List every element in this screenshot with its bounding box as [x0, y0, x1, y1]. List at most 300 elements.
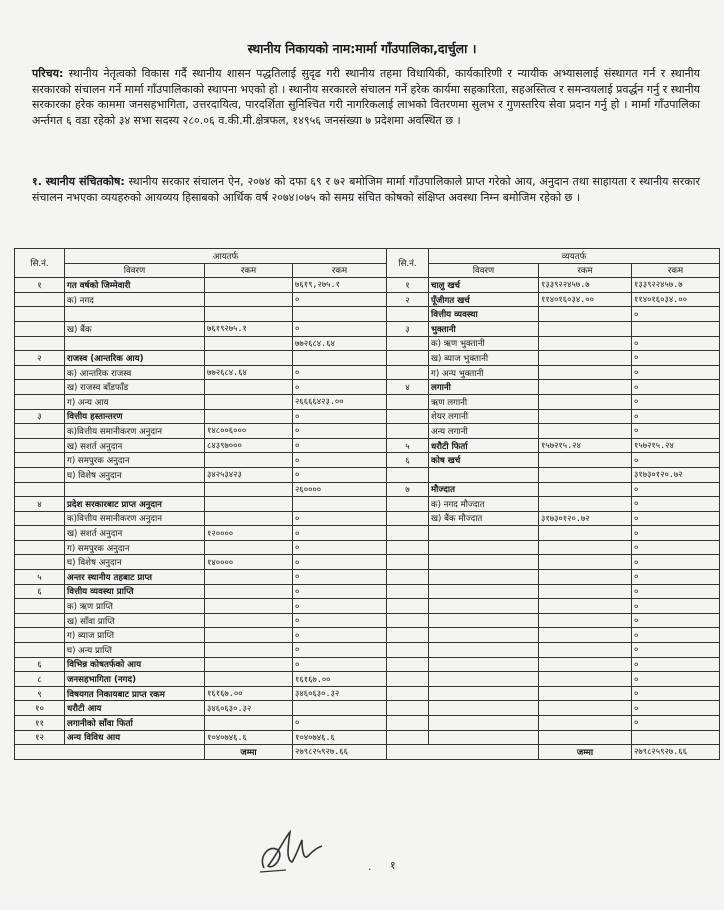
row-sn: ५ [15, 570, 65, 585]
row-desc: गत वर्षको जिम्मेवारी [65, 278, 205, 293]
row-desc: ख) राजस्व बाँडफाँड [65, 380, 205, 395]
row-income-amount-2: ० [293, 511, 387, 526]
row-income-amount-1: १४८००६००० [205, 424, 293, 439]
table-row [15, 686, 720, 701]
row-exp-sn: ६ [387, 453, 429, 468]
row-sn: ८ [15, 672, 65, 687]
row-desc [65, 307, 205, 322]
row-sn [15, 453, 65, 468]
row-income-amount-2 [293, 497, 387, 512]
header-expense: व्ययतर्फ [429, 249, 720, 264]
row-exp-amount-2: ० [632, 716, 720, 731]
section1-number: १. [32, 175, 42, 188]
row-exp-amount-2: ० [632, 409, 720, 424]
row-exp-amount-1: ३१७३०१२०.७२ [539, 511, 632, 526]
row-exp-desc [429, 672, 539, 687]
page-title: स्थानीय निकायको नाम:मार्मा गाँउपालिका,दार्चुला । [247, 41, 477, 56]
row-income-amount-2: ० [293, 628, 387, 643]
row-desc: क) ऋण प्राप्ति [65, 599, 205, 614]
table-row [15, 511, 720, 526]
row-sn: ११ [15, 716, 65, 731]
row-exp-amount-2: ० [632, 394, 720, 409]
row-exp-amount-2: ० [632, 365, 720, 380]
row-exp-sn [387, 497, 429, 512]
row-exp-sn [387, 599, 429, 614]
row-exp-amount-2 [632, 321, 720, 336]
table-header-row-1 [15, 249, 720, 264]
row-exp-sn: २ [387, 292, 429, 307]
row-income-amount-2: ७७२६८४.६४ [293, 336, 387, 351]
table-row [15, 497, 720, 512]
row-exp-sn: ५ [387, 438, 429, 453]
row-exp-amount-1 [539, 570, 632, 585]
row-income-amount-2: २६०००० [293, 482, 387, 497]
row-exp-desc: ख) ब्याज भुक्तानी [429, 351, 539, 366]
row-exp-amount-2: ० [632, 380, 720, 395]
row-income-amount-2: ० [293, 321, 387, 336]
table-row [15, 657, 720, 672]
row-sn [15, 482, 65, 497]
row-exp-amount-2: ० [632, 453, 720, 468]
row-exp-desc [429, 584, 539, 599]
row-sn: २ [15, 351, 65, 366]
row-desc: जनसहभागिता (नगद) [65, 672, 205, 687]
row-exp-desc: ऋण लगानी [429, 394, 539, 409]
row-desc: ख) सशर्त अनुदान [65, 438, 205, 453]
row-income-amount-1 [205, 643, 293, 658]
row-exp-amount-2: ० [632, 570, 720, 585]
row-desc: राजस्व (आन्तरिक आय) [65, 351, 205, 366]
row-income-amount-1: ७६१९२७५.१ [205, 321, 293, 336]
row-exp-desc: शेयर लगानी [429, 409, 539, 424]
row-exp-amount-2: ० [632, 628, 720, 643]
row-income-amount-1 [205, 657, 293, 672]
header-amount: रकम [205, 263, 293, 278]
header-desc: विवरण [65, 263, 205, 278]
row-exp-amount-1 [539, 424, 632, 439]
row-exp-desc: धरौटी फिर्ता [429, 438, 539, 453]
row-income-amount-1 [205, 351, 293, 366]
total-expense-label: जम्मा [539, 745, 632, 760]
table-row [15, 613, 720, 628]
row-exp-amount-1 [539, 394, 632, 409]
row-sn [15, 643, 65, 658]
row-desc: प्रदेश सरकारबाट प्राप्त अनुदान [65, 497, 205, 512]
row-exp-desc [429, 467, 539, 482]
row-income-amount-1: ३४२५३४२३ [205, 467, 293, 482]
row-exp-amount-2: ० [632, 511, 720, 526]
row-exp-sn: ७ [387, 482, 429, 497]
row-exp-desc [429, 701, 539, 716]
row-exp-sn [387, 409, 429, 424]
table-row [15, 540, 720, 555]
row-desc [65, 336, 205, 351]
row-exp-sn [387, 701, 429, 716]
row-sn [15, 628, 65, 643]
row-income-amount-1: १४०००० [205, 555, 293, 570]
row-income-amount-1 [205, 497, 293, 512]
row-exp-amount-1 [539, 599, 632, 614]
row-exp-amount-2: ० [632, 643, 720, 658]
row-exp-desc: पूँजीगत खर्च [429, 292, 539, 307]
row-sn: ६ [15, 657, 65, 672]
header-exp-amount: रकम [632, 263, 720, 278]
total-row [15, 745, 720, 760]
row-income-amount-1 [205, 613, 293, 628]
table-row [15, 672, 720, 687]
table-row [15, 278, 720, 293]
row-exp-amount-2: ० [632, 599, 720, 614]
row-exp-sn [387, 730, 429, 745]
row-exp-amount-1 [539, 526, 632, 541]
total-blank [15, 745, 205, 760]
row-exp-sn [387, 657, 429, 672]
row-income-amount-1 [205, 380, 293, 395]
row-exp-desc [429, 599, 539, 614]
row-sn [15, 526, 65, 541]
page-number: १ [390, 859, 396, 872]
row-sn [15, 380, 65, 395]
row-income-amount-2: ० [293, 643, 387, 658]
section1-label: स्थानीय संचितकोष: [45, 175, 125, 188]
section1-paragraph [32, 174, 700, 205]
row-exp-amount-1 [539, 643, 632, 658]
intro-label: परिचय: [32, 67, 64, 80]
row-income-amount-1 [205, 292, 293, 307]
row-desc: ख) साँवा प्राप्ति [65, 613, 205, 628]
row-exp-sn [387, 686, 429, 701]
row-exp-sn [387, 467, 429, 482]
row-exp-sn [387, 336, 429, 351]
row-income-amount-2: ० [293, 570, 387, 585]
row-income-amount-2: ० [293, 365, 387, 380]
row-exp-amount-1 [539, 453, 632, 468]
row-exp-amount-1 [539, 730, 632, 745]
row-exp-sn: ४ [387, 380, 429, 395]
table-row [15, 351, 720, 366]
row-exp-desc [429, 555, 539, 570]
row-exp-desc [429, 613, 539, 628]
row-exp-amount-1 [539, 686, 632, 701]
table-row [15, 570, 720, 585]
row-exp-desc: ख) बैंक मौज्दात [429, 511, 539, 526]
row-exp-desc [429, 657, 539, 672]
table-row [15, 555, 720, 570]
row-income-amount-1 [205, 278, 293, 293]
table-row [15, 716, 720, 731]
row-sn [15, 613, 65, 628]
row-desc: ग) समपुरक अनुदान [65, 453, 205, 468]
table-row [15, 701, 720, 716]
row-desc: अन्तर स्थानीय तहबाट प्राप्त [65, 570, 205, 585]
row-exp-desc [429, 716, 539, 731]
table-row [15, 321, 720, 336]
row-exp-amount-2: ० [632, 351, 720, 366]
table-row [15, 394, 720, 409]
row-exp-amount-2: १३३९२२४५७.७ [632, 278, 720, 293]
row-desc: ग) अन्य आय [65, 394, 205, 409]
row-exp-amount-2: ० [632, 686, 720, 701]
row-sn: ४ [15, 497, 65, 512]
row-sn: ३ [15, 409, 65, 424]
row-sn [15, 292, 65, 307]
row-exp-desc: भुक्तानी [429, 321, 539, 336]
row-sn [15, 321, 65, 336]
header-sn: सि.नं. [15, 249, 65, 278]
row-income-amount-1 [205, 672, 293, 687]
row-sn: १ [15, 278, 65, 293]
row-exp-amount-1 [539, 336, 632, 351]
table-row [15, 599, 720, 614]
signature-stroke [262, 832, 322, 868]
table-row [15, 424, 720, 439]
row-desc: घ) विशेष अनुदान [65, 467, 205, 482]
row-desc: ख) सशर्त अनुदान [65, 526, 205, 541]
fund-table [14, 248, 720, 760]
row-income-amount-1 [205, 511, 293, 526]
row-income-amount-1 [205, 453, 293, 468]
row-income-amount-1: १६१६७.०० [205, 686, 293, 701]
total-income: २७९८२५९२७.६६ [293, 745, 387, 760]
row-exp-sn [387, 526, 429, 541]
row-exp-sn [387, 613, 429, 628]
row-exp-amount-2 [632, 730, 720, 745]
table-row [15, 438, 720, 453]
row-desc: वित्तीय हस्तान्तरण [65, 409, 205, 424]
table-row [15, 584, 720, 599]
row-exp-amount-1 [539, 307, 632, 322]
row-desc: क)वित्तीय समानीकरण अनुदान [65, 511, 205, 526]
row-income-amount-1 [205, 570, 293, 585]
row-desc: क) नगद [65, 292, 205, 307]
row-desc: वित्तीय व्यवस्था प्राप्ति [65, 584, 205, 599]
row-desc: घ) अन्य प्राप्ति [65, 643, 205, 658]
row-exp-sn [387, 307, 429, 322]
row-exp-desc [429, 540, 539, 555]
row-exp-sn [387, 511, 429, 526]
total-label: जम्मा [205, 745, 293, 760]
row-income-amount-2: २६६६६४२३.०० [293, 394, 387, 409]
table-row [15, 292, 720, 307]
row-exp-amount-2: ० [632, 307, 720, 322]
row-income-amount-2: १६१६७.०० [293, 672, 387, 687]
table-row [15, 482, 720, 497]
row-exp-sn: ३ [387, 321, 429, 336]
row-exp-desc [429, 526, 539, 541]
row-exp-sn [387, 540, 429, 555]
row-sn: १२ [15, 730, 65, 745]
row-income-amount-2: ० [293, 599, 387, 614]
row-income-amount-2 [293, 307, 387, 322]
row-sn [15, 336, 65, 351]
row-exp-sn [387, 570, 429, 585]
row-desc: ग) ब्याज प्राप्ति [65, 628, 205, 643]
row-exp-amount-2: ० [632, 584, 720, 599]
row-income-amount-2: ० [293, 438, 387, 453]
row-sn [15, 599, 65, 614]
row-income-amount-2: ० [293, 453, 387, 468]
row-exp-desc: क) ऋण भुक्तानी [429, 336, 539, 351]
row-exp-amount-1 [539, 380, 632, 395]
total-blank [387, 745, 539, 760]
row-income-amount-2: ० [293, 657, 387, 672]
row-desc: क)वित्तीय समानीकरण अनुदान [65, 424, 205, 439]
row-exp-amount-2: ० [632, 657, 720, 672]
row-exp-desc [429, 570, 539, 585]
row-income-amount-2 [293, 701, 387, 716]
row-income-amount-1: १०४०७४६.६ [205, 730, 293, 745]
row-exp-amount-1 [539, 351, 632, 366]
table-header-row-2 [15, 263, 720, 278]
row-exp-sn [387, 351, 429, 366]
row-exp-sn: १ [387, 278, 429, 293]
row-income-amount-1: १२०००० [205, 526, 293, 541]
row-exp-amount-1 [539, 584, 632, 599]
row-exp-desc: मौज्दात [429, 482, 539, 497]
row-income-amount-1 [205, 584, 293, 599]
row-exp-sn [387, 628, 429, 643]
row-exp-desc: कोष खर्च [429, 453, 539, 468]
row-exp-amount-2: ० [632, 672, 720, 687]
total-expense: २७९८२५९२७.६६ [632, 745, 720, 760]
row-exp-desc [429, 686, 539, 701]
row-exp-sn [387, 672, 429, 687]
table-row [15, 453, 720, 468]
signature-image [256, 826, 326, 876]
row-exp-desc: वित्तीय व्यवस्था [429, 307, 539, 322]
row-exp-desc [429, 643, 539, 658]
row-desc [65, 482, 205, 497]
row-exp-amount-1 [539, 555, 632, 570]
row-income-amount-1 [205, 540, 293, 555]
row-exp-amount-2: ० [632, 555, 720, 570]
row-exp-amount-1 [539, 482, 632, 497]
row-exp-desc: ग) अन्य भुक्तानी [429, 365, 539, 380]
row-income-amount-1 [205, 628, 293, 643]
row-exp-sn [387, 424, 429, 439]
row-income-amount-2: ० [293, 555, 387, 570]
table-row [15, 643, 720, 658]
signature-underline [260, 870, 286, 872]
row-exp-desc: क) नगद मौज्दात [429, 497, 539, 512]
row-exp-amount-2: ० [632, 540, 720, 555]
row-exp-amount-2: ० [632, 336, 720, 351]
header-exp-desc: विवरण [429, 263, 539, 278]
table-row [15, 730, 720, 745]
row-sn: १० [15, 701, 65, 716]
row-sn [15, 438, 65, 453]
row-income-amount-1 [205, 336, 293, 351]
row-exp-amount-1 [539, 321, 632, 336]
table-row [15, 526, 720, 541]
row-exp-amount-1 [539, 365, 632, 380]
row-desc: घ) विशेष अनुदान [65, 555, 205, 570]
row-exp-amount-1 [539, 540, 632, 555]
row-income-amount-2: ७६१९,२७५.१ [293, 278, 387, 293]
row-exp-sn [387, 584, 429, 599]
row-income-amount-2: ३४६०६३०.३२ [293, 686, 387, 701]
row-exp-amount-1: १५७२१५.२४ [539, 438, 632, 453]
row-exp-sn [387, 394, 429, 409]
row-sn [15, 365, 65, 380]
table-row [15, 380, 720, 395]
row-sn: ९ [15, 686, 65, 701]
row-income-amount-1: ८४३९७००० [205, 438, 293, 453]
row-income-amount-2: १०४०७४६.६ [293, 730, 387, 745]
row-exp-desc: लगानी [429, 380, 539, 395]
row-desc: विषयगत निकायबाट प्राप्त रकम [65, 686, 205, 701]
table-row [15, 409, 720, 424]
row-desc: विभिन्न कोषतर्फको आय [65, 657, 205, 672]
table-row [15, 307, 720, 322]
row-exp-sn [387, 716, 429, 731]
row-exp-desc: चालु खर्च [429, 278, 539, 293]
intro-paragraph [32, 66, 700, 128]
row-exp-desc [429, 628, 539, 643]
row-income-amount-2: ० [293, 540, 387, 555]
row-income-amount-2: ० [293, 380, 387, 395]
row-income-amount-2: ० [293, 613, 387, 628]
row-exp-amount-2: १५७२१५.२४ [632, 438, 720, 453]
row-exp-amount-1 [539, 672, 632, 687]
row-exp-amount-2: ० [632, 526, 720, 541]
table-row [15, 336, 720, 351]
row-exp-sn [387, 555, 429, 570]
row-exp-amount-1 [539, 701, 632, 716]
header-income: आयतर्फ [65, 249, 387, 264]
header-exp-sn: सि.नं. [387, 249, 429, 278]
row-exp-sn [387, 365, 429, 380]
row-income-amount-1 [205, 394, 293, 409]
row-exp-amount-1 [539, 613, 632, 628]
row-exp-amount-1 [539, 467, 632, 482]
row-exp-desc [429, 730, 539, 745]
row-exp-amount-2: ११४०१६०३४.०० [632, 292, 720, 307]
row-exp-amount-2: ० [632, 424, 720, 439]
row-sn [15, 307, 65, 322]
row-desc: ग) समपुरक अनुदान [65, 540, 205, 555]
row-exp-amount-2: ३१७३०१२०.७२ [632, 467, 720, 482]
row-exp-amount-1 [539, 628, 632, 643]
row-sn: ६ [15, 584, 65, 599]
row-sn [15, 424, 65, 439]
table-row [15, 628, 720, 643]
row-income-amount-2: ० [293, 526, 387, 541]
row-exp-desc: अन्य लगानी [429, 424, 539, 439]
row-income-amount-2: ० [293, 467, 387, 482]
row-desc: लगानीको साँवा फिर्ता [65, 716, 205, 731]
row-desc: अन्य विविध आय [65, 730, 205, 745]
table-row [15, 467, 720, 482]
row-income-amount-1: ७७२६८४.६४ [205, 365, 293, 380]
section1-text: स्थानीय सरकार संचालन ऐन, २०७४ को दफा ६९ र ७२ बमोजिम मार्मा गाँउपालिकाले प्राप्त गरेको आय, अनुदान तथा साहायता र स्थानीय सरकार संचालन नभएका व्ययहरुको आयव्यय हिसाबको आर्थिक वर्ष २०७४।०७५ को समग्र संचित कोषको संक्षिप्त अवस्था निम्न बमोजिम रहेको छ । [32, 175, 700, 204]
row-income-amount-2: ० [293, 584, 387, 599]
header-amount: रकम [293, 263, 387, 278]
row-income-amount-2: ० [293, 716, 387, 731]
row-exp-amount-1 [539, 716, 632, 731]
row-income-amount-1 [205, 307, 293, 322]
row-exp-amount-2: ० [632, 613, 720, 628]
row-exp-sn [387, 643, 429, 658]
row-exp-amount-1: १३३९२२४५७.७ [539, 278, 632, 293]
row-exp-amount-2: ० [632, 701, 720, 716]
header-exp-amount: रकम [539, 263, 632, 278]
row-sn [15, 555, 65, 570]
row-income-amount-1 [205, 599, 293, 614]
row-income-amount-2 [293, 351, 387, 366]
row-sn [15, 540, 65, 555]
row-sn [15, 467, 65, 482]
